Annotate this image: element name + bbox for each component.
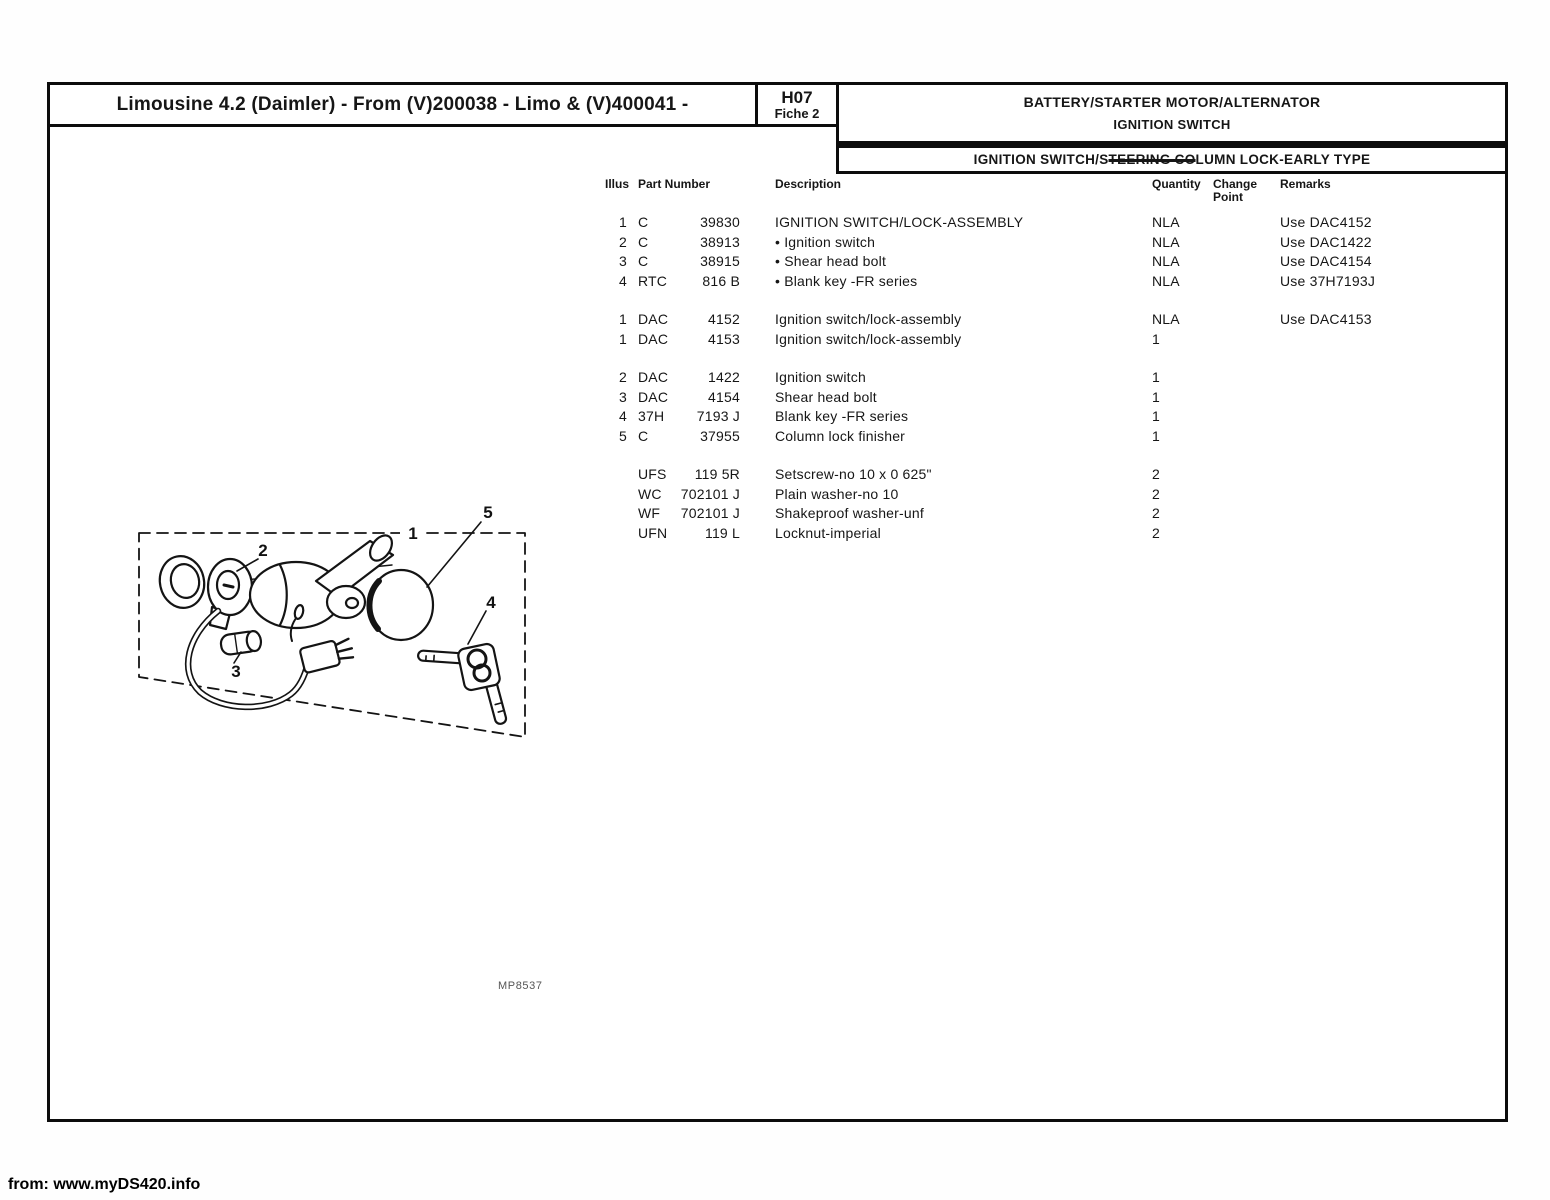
callout-1: 1 xyxy=(408,524,418,543)
cell-prefix: C xyxy=(638,427,649,444)
cell-number: 119 5R xyxy=(694,466,740,482)
fiche-sheet: Fiche 2 xyxy=(774,105,820,121)
cell-prefix: UFN xyxy=(638,524,668,541)
cell-prefix: DAC xyxy=(638,369,669,385)
cell-remarks xyxy=(1280,485,1508,505)
cell-spacer xyxy=(740,368,775,388)
cell-remarks: Use DAC4152 xyxy=(1280,214,1372,230)
cell-prefix: DAC xyxy=(638,388,669,405)
cell-illus: 4 xyxy=(619,272,627,289)
page-title xyxy=(47,82,758,127)
cell-desc: Locknut-imperial xyxy=(775,524,881,541)
cell-qty: 1 xyxy=(1152,388,1160,405)
cell-qty: 2 xyxy=(1152,505,1160,521)
cell-spacer xyxy=(740,485,775,505)
cell-remarks: Use DAC1422 xyxy=(1280,233,1372,250)
cell-desc: Setscrew-no 10 x 0 625" xyxy=(775,466,932,482)
cell-desc: Ignition switch/lock-assembly xyxy=(775,311,962,327)
cell-qty: NLA xyxy=(1152,253,1180,269)
cell-desc: Plain washer-no 10 xyxy=(775,485,899,502)
cell-prefix: WF xyxy=(638,505,661,521)
parts-group xyxy=(605,310,1508,349)
cell-qty: 2 xyxy=(1152,485,1160,502)
cell-number: 38913 xyxy=(700,233,740,250)
cell-remarks: Use 37H7193J xyxy=(1280,272,1376,289)
cell-remarks xyxy=(1280,504,1508,524)
cell-remarks xyxy=(1280,330,1508,350)
parts-group xyxy=(605,368,1508,446)
cell-illus xyxy=(605,465,627,485)
cell-qty: 1 xyxy=(1152,330,1160,347)
cell-remarks xyxy=(1280,388,1508,408)
cell-qty: 2 xyxy=(1152,466,1160,482)
cell-qty: 1 xyxy=(1152,427,1160,444)
section-title: BATTERY/STARTER MOTOR/ALTERNATOR xyxy=(1023,94,1321,110)
cell-number: 119 L xyxy=(705,524,740,541)
cell-qty: NLA xyxy=(1152,214,1180,230)
callout-2: 2 xyxy=(258,541,268,560)
variant-text-struck: TEERING CO xyxy=(1108,152,1196,167)
cell-prefix: DAC xyxy=(638,311,669,327)
cell-remarks xyxy=(1280,465,1508,485)
cell-qty: 1 xyxy=(1152,408,1160,424)
cell-desc: IGNITION SWITCH/LOCK-ASSEMBLY xyxy=(775,214,1024,230)
cell-cp xyxy=(1213,252,1280,272)
cell-prefix: DAC xyxy=(638,330,669,347)
cell-spacer xyxy=(740,252,775,272)
cell-desc: Shakeproof washer-unf xyxy=(775,505,924,521)
harness-connector xyxy=(299,637,355,674)
parts-table-body xyxy=(605,213,1508,543)
cell-prefix: WC xyxy=(638,485,662,502)
cell-cp xyxy=(1213,233,1280,253)
table-row xyxy=(605,252,1508,272)
cell-cp xyxy=(1213,465,1280,485)
cell-desc: Column lock finisher xyxy=(775,427,906,444)
fiche-reference xyxy=(755,82,839,127)
cell-cp xyxy=(1213,485,1280,505)
cell-qty: NLA xyxy=(1152,272,1180,289)
cell-number: 4153 xyxy=(708,330,740,347)
col-remarks: Remarks xyxy=(1280,177,1331,191)
cell-qty: 2 xyxy=(1152,524,1160,541)
cell-illus: 5 xyxy=(619,427,627,444)
cell-illus xyxy=(605,504,627,524)
table-row xyxy=(605,524,1508,544)
cell-illus: 2 xyxy=(619,369,627,385)
col-quantity: Quantity xyxy=(1152,177,1201,191)
key-slot xyxy=(224,585,233,587)
cell-spacer xyxy=(740,504,775,524)
cell-qty: NLA xyxy=(1152,311,1180,327)
fiche-code: H07 xyxy=(781,87,813,107)
cell-prefix: C xyxy=(638,253,649,269)
cell-spacer xyxy=(740,213,775,233)
cell-illus: 3 xyxy=(619,253,627,269)
cell-desc: Ignition switch/lock-assembly xyxy=(775,330,962,347)
cell-desc: Shear head bolt xyxy=(775,388,877,405)
cell-number: 39830 xyxy=(700,214,740,230)
variant-text-pre: IGNITION SWITCH/S xyxy=(973,152,1109,167)
table-row xyxy=(605,485,1508,505)
cell-illus: 1 xyxy=(619,311,627,327)
cell-spacer xyxy=(740,330,775,350)
cell-number: 816 B xyxy=(702,272,740,289)
switch-rear-hole xyxy=(346,598,358,608)
cell-cp xyxy=(1213,272,1280,292)
table-row xyxy=(605,233,1508,253)
table-row xyxy=(605,213,1508,233)
cell-illus: 4 xyxy=(619,408,627,424)
cell-prefix: UFS xyxy=(638,466,667,482)
source-watermark: from: www.myDS420.info xyxy=(8,1176,201,1193)
cell-spacer xyxy=(740,427,775,447)
cell-desc: • Ignition switch xyxy=(775,233,876,250)
cell-number: 37955 xyxy=(700,427,740,444)
cell-number: 4154 xyxy=(708,388,740,405)
table-row xyxy=(605,427,1508,447)
exploded-parts-diagram xyxy=(130,495,550,755)
cell-cp xyxy=(1213,330,1280,350)
cell-cp xyxy=(1213,504,1280,524)
cell-number: 38915 xyxy=(700,253,740,269)
cell-spacer xyxy=(740,233,775,253)
leader-5 xyxy=(427,522,481,587)
section-header xyxy=(836,82,1508,144)
cell-spacer xyxy=(740,272,775,292)
cell-number: 4152 xyxy=(708,311,740,327)
table-row xyxy=(605,368,1508,388)
table-row xyxy=(605,504,1508,524)
cell-spacer xyxy=(740,524,775,544)
cell-number: 1422 xyxy=(708,369,740,385)
cell-remarks: Use DAC4154 xyxy=(1280,253,1372,269)
variant-text-post: LUMN LOCK-EARLY TYPE xyxy=(1195,152,1371,167)
cell-illus xyxy=(605,524,627,544)
cell-illus: 1 xyxy=(619,214,627,230)
page-title-text: Limousine 4.2 (Daimler) - From (V)200038 - Limo & (V)400041 - xyxy=(116,93,689,115)
section-subtitle: IGNITION SWITCH xyxy=(1113,117,1231,132)
cell-desc: • Shear head bolt xyxy=(775,253,887,269)
cell-desc: • Blank key -FR series xyxy=(775,272,918,289)
callout-5: 5 xyxy=(483,503,493,522)
cell-cp xyxy=(1213,388,1280,408)
cell-spacer xyxy=(740,310,775,330)
cell-desc: Blank key -FR series xyxy=(775,408,909,424)
cell-remarks xyxy=(1280,407,1508,427)
cell-desc: Ignition switch xyxy=(775,369,866,385)
drawing-reference: MP8537 xyxy=(498,980,543,992)
table-header-row xyxy=(605,178,1508,204)
cell-cp xyxy=(1213,524,1280,544)
cell-remarks xyxy=(1280,427,1508,447)
cell-spacer xyxy=(740,465,775,485)
table-row xyxy=(605,388,1508,408)
parts-group xyxy=(605,465,1508,543)
cell-prefix: C xyxy=(638,233,649,250)
cell-qty: NLA xyxy=(1152,233,1180,250)
cell-cp xyxy=(1213,368,1280,388)
table-row xyxy=(605,407,1508,427)
col-illus: Illus xyxy=(605,177,630,191)
variant-header xyxy=(836,144,1508,174)
cell-number: 702101 J xyxy=(680,485,740,502)
parts-table xyxy=(605,178,1508,562)
cell-prefix: RTC xyxy=(638,272,668,289)
cell-spacer xyxy=(740,388,775,408)
cell-illus: 1 xyxy=(619,330,627,347)
col-description: Description xyxy=(775,177,842,191)
col-change-point: Change Point xyxy=(1213,177,1258,204)
table-row xyxy=(605,310,1508,330)
cell-cp xyxy=(1213,310,1280,330)
callout-4: 4 xyxy=(486,593,496,612)
cell-prefix: C xyxy=(638,214,649,230)
table-row xyxy=(605,330,1508,350)
cell-number: 702101 J xyxy=(680,505,740,521)
cell-remarks xyxy=(1280,524,1508,544)
col-part-number: Part Number xyxy=(638,177,711,191)
cell-illus: 3 xyxy=(619,388,627,405)
cell-cp xyxy=(1213,427,1280,447)
cell-cp xyxy=(1213,213,1280,233)
table-row xyxy=(605,465,1508,485)
cell-illus xyxy=(605,485,627,505)
cell-prefix: 37H xyxy=(638,408,665,424)
cell-remarks xyxy=(1280,368,1508,388)
cell-qty: 1 xyxy=(1152,369,1160,385)
parts-group xyxy=(605,213,1508,291)
cell-spacer xyxy=(740,407,775,427)
cell-illus: 2 xyxy=(619,233,627,250)
callout-3: 3 xyxy=(231,662,241,681)
table-row xyxy=(605,272,1508,292)
cell-cp xyxy=(1213,407,1280,427)
cell-number: 7193 J xyxy=(696,408,740,424)
cell-remarks: Use DAC4153 xyxy=(1280,311,1372,327)
leader-4 xyxy=(468,611,486,644)
